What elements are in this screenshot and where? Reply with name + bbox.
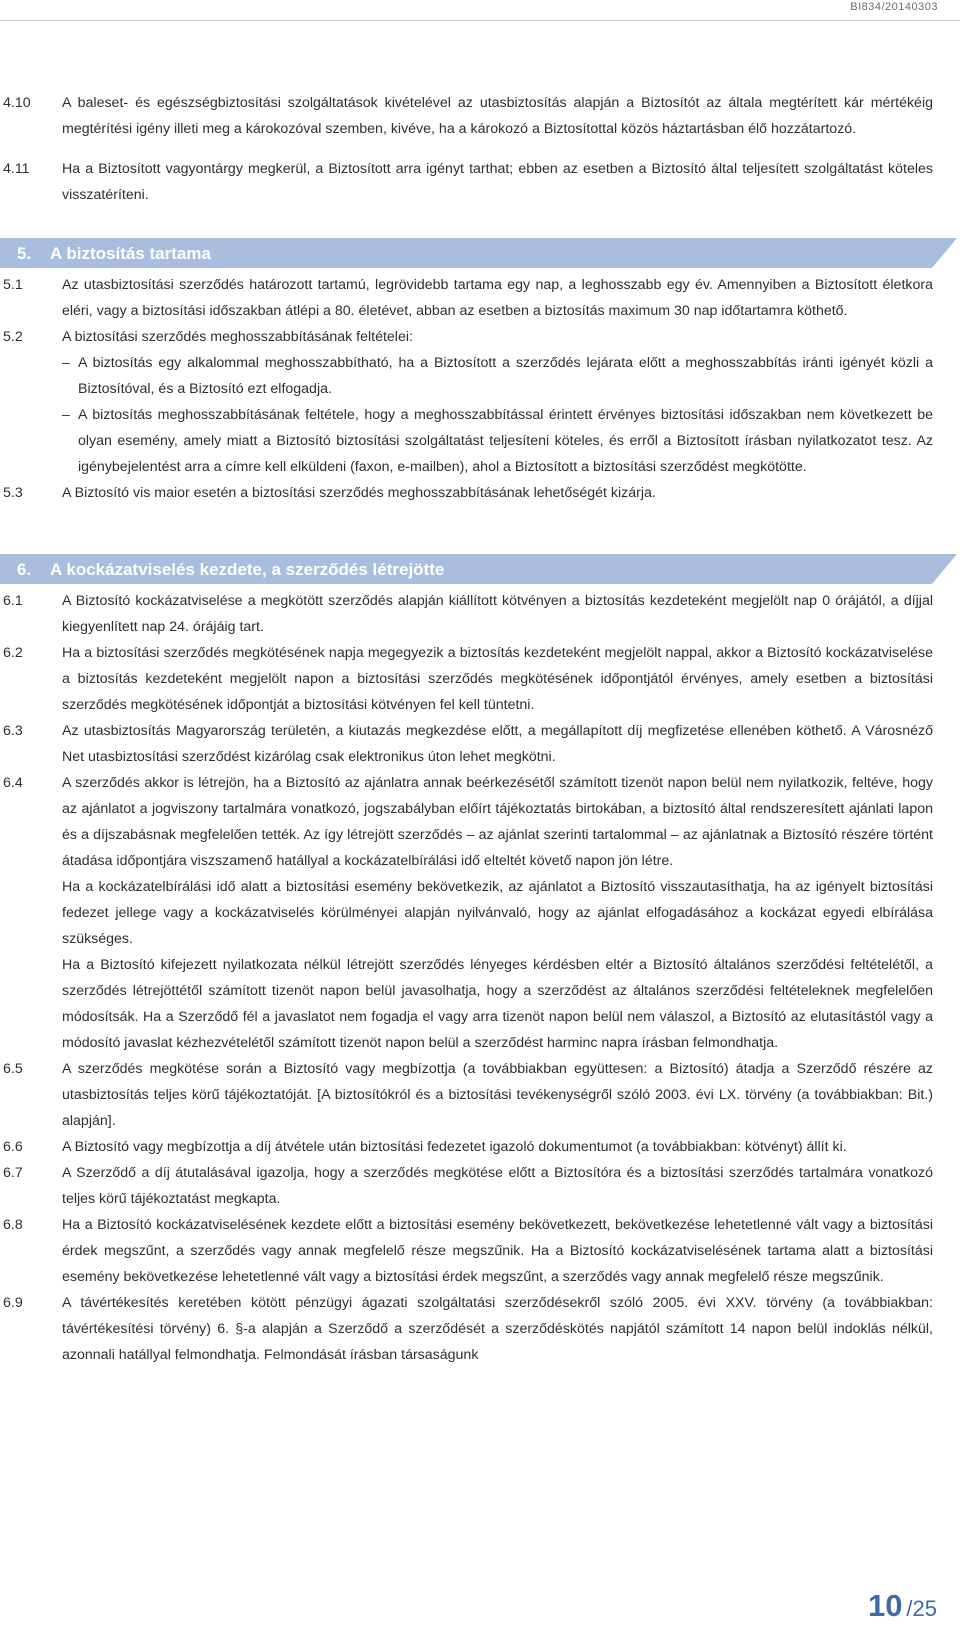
clause-number: 6.9 — [3, 1295, 23, 1311]
clause-6-9 — [3, 1290, 933, 1368]
clause-text: Ha a biztosítási szerződés megkötésének napja megegyezik a biztosítás kezdeteként megjelölt nappal, akkor a Biztosító kockázatviselése a biztosítás kezdeteként megjelölt napon a biztosítási szerződés megkötésének időpontjától érvényes, amely esetben a biztosítási szerződés megkötésének időpontját a biztosítási kötvényen fel kell tüntetni. — [62, 645, 933, 713]
clause-6-4 — [3, 770, 933, 1056]
section-title: A kockázatviselés kezdete, a szerződés létrejötte — [50, 560, 445, 579]
list-item-text: A biztosítás egy alkalommal meghosszabbítható, ha a Biztosított a szerződés lejárata előtt a meghosszabbítás iránti igényét közli a Biztosítóval, és a Biztosító ezt elfogadja. — [78, 355, 933, 397]
clause-5-2 — [3, 324, 933, 480]
document-code: BI834/20140303 — [850, 1, 938, 13]
list-item — [62, 402, 933, 480]
section-title: A biztosítás tartama — [50, 244, 211, 263]
section-header-5 — [0, 238, 957, 268]
clause-6-6 — [3, 1134, 933, 1160]
page-total: /25 — [906, 1596, 937, 1621]
dash-bullet: – — [62, 355, 70, 371]
clause-number: 6.1 — [3, 593, 23, 609]
clause-continuation: Ha a Biztosító kifejezett nyilatkozata nélkül létrejött szerződés lényeges kérdésben eltér a Biztosító általános szerződési feltételétől, a szerződés létrejöttétől számított tizenöt napon belül javasolhatja, hogy a szerződést az általános szerződési feltételeknek megfelelően módosítsák. Ha a Szerződő fél a javaslatot nem fogadja el vagy arra tizenöt napon belül nem válaszol, a Biztosító az elutasítástól vagy a módosító javaslat kézhezvételétől számított tizenöt napon belül a szerződést harminc napra írásban felmondhatja. — [62, 957, 933, 1051]
clause-text: Ha a Biztosító kockázatviselésének kezdete előtt a biztosítási esemény bekövetkezett, bekövetkezése lehetetlenné vált vagy a biztosítási érdek megszűnt, a szerződés vagy annak megfelelő része megszűnik. Ha a Biztosító kockázatviselésének tartama alatt a biztosítási esemény bekövetkezése lehetetlenné vált vagy a biztosítási érdek megszűnt, a szerződés vagy annak megfelelő része megszűnik. — [62, 1217, 933, 1285]
clause-text: A Biztosító vagy megbízottja a díj átvétele után biztosítási fedezetet igazoló dokumentumot (a továbbiakban: kötvényt) állít ki. — [62, 1139, 847, 1155]
document-body — [3, 90, 933, 1368]
clause-text: A távértékesítés keretében kötött pénzügyi ágazati szolgáltatási szerződésekről szóló 2005. évi XXV. törvény (a továbbiakban: távértékesítési törvény) 6. §-a alapján a Szerződő a szerződését a szerződéskötés napjától számított 14 napon belül indoklás nélkül, azonnali hatállyal felmondhatja. Felmondását írásban társaságunk — [62, 1295, 933, 1363]
clause-6-2 — [3, 640, 933, 718]
top-divider — [0, 20, 960, 21]
clause-6-1 — [3, 588, 933, 640]
list-item — [62, 350, 933, 402]
clause-number: 5.3 — [3, 485, 23, 501]
clause-number: 5.2 — [3, 329, 23, 345]
clause-6-5 — [3, 1056, 933, 1134]
clause-6-3 — [3, 718, 933, 770]
page-number — [868, 1588, 937, 1624]
section-number: 6. — [17, 560, 32, 579]
dash-bullet: – — [62, 407, 70, 423]
clause-text: A Szerződő a díj átutalásával igazolja, hogy a szerződés megkötése előtt a Biztosítóra és a biztosítási szerződés tartalmára vonatkozó teljes körű tájékoztatást megkapta. — [62, 1165, 933, 1207]
clause-4-10 — [3, 90, 933, 142]
clause-text: A szerződés megkötése során a Biztosító vagy megbízottja (a továbbiakban együttesen: a Biztosító) átadja a Szerződő részére az utasbiztosítás teljes körű tájékoztatóját. [A biztosítókról és a biztosítási tevékenységről szóló 2003. évi LX. törvény (a továbbiakban: Bit.) alapján]. — [62, 1061, 933, 1129]
page-current: 10 — [867, 1588, 903, 1623]
clause-6-8 — [3, 1212, 933, 1290]
clause-number: 6.5 — [3, 1061, 23, 1077]
clause-text: A biztosítási szerződés meghosszabbításának feltételei: — [62, 329, 413, 345]
clause-number: 4.10 — [3, 95, 31, 111]
clause-number: 6.3 — [3, 723, 23, 739]
section-header-6 — [0, 554, 957, 584]
clause-text: Ha a Biztosított vagyontárgy megkerül, a Biztosított arra igényt tarthat; ebben az esetben a Biztosító által teljesített szolgáltatást köteles visszatéríteni. — [62, 161, 933, 203]
clause-4-11 — [3, 156, 933, 208]
clause-5-1 — [3, 272, 933, 324]
clause-6-7 — [3, 1160, 933, 1212]
clause-5-3 — [3, 480, 933, 506]
clause-number: 6.6 — [3, 1139, 23, 1155]
clause-number: 5.1 — [3, 277, 23, 293]
clause-number: 4.11 — [3, 161, 30, 177]
clause-number: 6.8 — [3, 1217, 23, 1233]
clause-text: A Biztosító vis maior esetén a biztosítási szerződés meghosszabbításának lehetőségét kizárja. — [62, 485, 656, 501]
clause-number: 6.4 — [3, 775, 23, 791]
clause-text: A baleset- és egészségbiztosítási szolgáltatások kivételével az utasbiztosítás alapján a Biztosítót az általa megtérített kár mértékéig megtérítési igény illeti meg a károkozóval szemben, kivéve, ha a károkozó a Biztosítottal közös háztartásban élő hozzátartozó. — [62, 95, 933, 137]
clause-continuation: Ha a kockázatelbírálási idő alatt a biztosítási esemény bekövetkezik, az ajánlatot a Biztosító visszautasíthatja, ha az igényelt biztosítási fedezet jellege vagy a kockázatviselés körülményei alapján nyilvánvaló, hogy az ajánlat elfogadásához a kockázat egyedi elbírálása szükséges. — [62, 879, 933, 947]
clause-text: Az utasbiztosítás Magyarország területén, a kiutazás megkezdése előtt, a megállapított díj megfizetése ellenében köthető. A Városnéző Net utasbiztosítási szerződést kizárólag csak elektronikus úton lehet megkötni. — [62, 723, 933, 765]
section-number: 5. — [17, 244, 32, 263]
clause-number: 6.7 — [3, 1165, 23, 1181]
clause-number: 6.2 — [3, 645, 23, 661]
clause-text: A Biztosító kockázatviselése a megkötött szerződés alapján kiállított kötvényen a biztosítás kezdeteként megjelölt nap 0 órájától, a díjjal kiegyenlített nap 24. órájáig tart. — [62, 593, 933, 635]
clause-text: A szerződés akkor is létrejön, ha a Biztosító az ajánlatra annak beérkezésétől számított tizenöt napon belül nem nyilatkozik, feltéve, hogy az ajánlatot a jogviszony tartalmára vonatkozó, jogszabályban előírt tájékoztatás birtokában, a biztosító által rendszeresített ajánlati lapon és a díjszabásnak megfelelően tették. Az így létrejött szerződés – az ajánlat szerinti tartalommal – az ajánlatnak a Biztosító részére történt átadása időpontjára viszszamenő hatállyal a kockázatelbírálási idő elteltét követő napon jön létre. — [62, 775, 933, 869]
list-item-text: A biztosítás meghosszabbításának feltétele, hogy a meghosszabbítással érintett érvényes biztosítási időszakban nem következett be olyan esemény, amely miatt a Biztosító biztosítási szolgáltatást teljesíteni köteles, és erről a Biztosított írásban nyilatkozatot tesz. Az igénybejelentést arra a címre kell elküldeni (faxon, e-mailben), ahol a Biztosított a biztosítási szerződést megkötötte. — [78, 407, 933, 475]
clause-text: Az utasbiztosítási szerződés határozott tartamú, legrövidebb tartama egy nap, a leghosszabb egy év. Amennyiben a Biztosított életkora eléri, vagy a biztosítási időszakban átlépi a 80. életévet, abban az esetben a biztosítás maximum 30 nap időtartamra köthető. — [62, 277, 933, 319]
